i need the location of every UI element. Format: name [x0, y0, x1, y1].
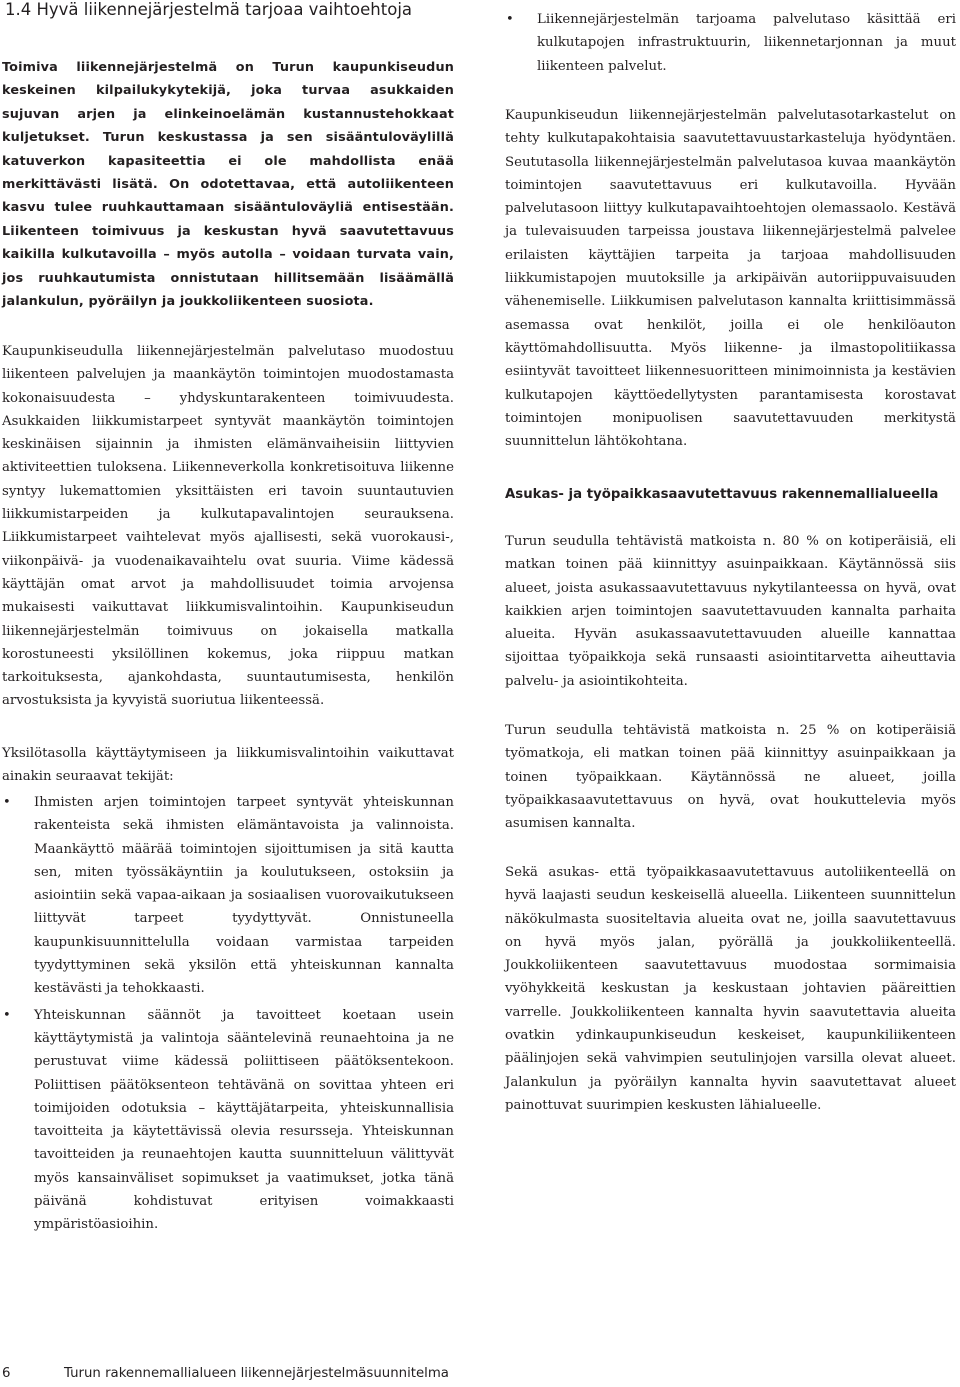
- lead-paragraph: Toimiva liikennejärjestelmä on Turun kaupunkiseudun keskeinen kilpailukykytekijä, joka turvaa asukkaiden sujuvan arjen ja elinkeinoelämän kustannustehokkaat kuljetukset. Turun keskustassa ja sen sisääntuloväylillä katuverkon kapasiteettia ei ole mahdollista enää merkittävästi lisätä. On odotettavaa, että autoliikenteen kasvu tulee ruuhkauttamaan sisääntuloväyliä entisestään. Liikenteen toimivuus ja keskustan hyvä saavutettavuus kaikilla kulkutavoilla – myös autolla – voidaan turvata vain, jos ruuhkautumista onnistutaan hillitsemään lisäämällä jalankulun, pyöräilyn ja joukkoliikenteen suosiota.: [2, 60, 454, 310]
- body-paragraph-accessibility: Kaupunkiseudun liikennejärjestelmän palvelutasotarkastelut on tehty kulkutapakohtaisia saavutettavuustarkasteluja hyödyntäen. Seututasolla liikennejärjestelmän palvelutasoa kuvaa maankäytön toimintojen saavutettavuus eri kulkutavoilla. Hyvään palvelutasoon liittyy kulkutapavaihtoehtojen olemassaolo. Kestävä ja tulevaisuuden tarpeissa joustava liikennejärjestelmä palvelee erilaisten käyttäjien tarpeita ja tarjoaa mahdollisuuden liikkumistapojen muutoksille ja arkipäivän autoriippuvaisuuden vähenemiselle. Liikkumisen palvelutason kannalta kriittisimmässä asemassa ovat henkilöt, joilla ei ole henkilöauton käyttömahdollisuutta. Myös liikenne- ja ilmastopolitiikassa esiintyvät tavoitteet liikennesuoritteen minimoinnista ja kestävien kulkutapojen käyttöedellytysten parantamisesta korostavat toimintojen monipuolisen saavutettavuuden merkitystä suunnittelun lähtökohtana.: [505, 108, 956, 450]
- page-footer: [2, 1365, 449, 1383]
- service-list: [505, 8, 956, 78]
- list-item-text: Liikennejärjestelmän tarjoama palvelutaso käsittää eri kulkutapojen infrastruktuurin, liikennetarjonnan ja muut liikenteen palvelut.: [537, 12, 956, 74]
- document-title: Turun rakennemallialueen liikennejärjestelmäsuunnitelma: [64, 1366, 449, 1381]
- list-item: [2, 791, 454, 1001]
- bullet-icon: •: [506, 12, 514, 27]
- list-item: [2, 1004, 454, 1237]
- list-item-text: Yhteiskunnan säännöt ja tavoitteet koetaan usein käyttäytymistä ja valintoja sääntelevinä reunaehtoina ja ne perustuvat viime kädessä poliittiseen päätöksentekoon. Poliittisen päätöksenteon tehtävänä on sovittaa yhteen eri toimijoiden odotuksia – käyttäjätarpeita, yhteiskunnallisia tavoitteita ja käytettävissä olevia resursseja. Yhteiskunnan tavoitteiden ja reunaehtojen kautta suunnitteluun välittyvät myös kansainväliset sopimukset ja vaatimukset, jotka tänä päivänä kohdistuvat erityisen voimakkaasti ympäristöasioihin.: [34, 1007, 454, 1233]
- subheading: Asukas- ja työpaikkasaavutettavuus rakennemallialueella: [505, 487, 939, 502]
- body-paragraph-factors-intro: Yksilötasolla käyttäytymiseen ja liikkumisvalintoihin vaikuttavat ainakin seuraavat tekijät:: [2, 746, 454, 785]
- list-item-text: Ihmisten arjen toimintojen tarpeet syntyvät yhteiskunnan rakenteista sekä ihmisten elämäntavoista ja valinnoista. Maankäyttö määrää toimintojen sijoittumisen ja sitä kautta sen, miten työssäkäyntiin ja koulutukseen, ostoksiin ja asiointiin sekä vapaa-aikaan ja sosiaalisen vuorovaikutukseen liittyvät tarpeet tyydyttyvät. Onnistuneella kaupunkisuunnittelulla voidaan varmistaa tarpeiden tyydyttyminen sekä yksilön että yhteiskunnan kannalta kestävästi ja tehokkaasti.: [34, 795, 454, 997]
- page-number: 6: [2, 1366, 11, 1381]
- body-paragraph-service-level: Kaupunkiseudulla liikennejärjestelmän palvelutaso muodostuu liikenteen palvelujen ja maankäytön toimintojen muodostamasta kokonaisuudesta – yhdyskuntarakenteen toimivuudesta. Asukkaiden liikkumistarpeet syntyvät maankäytön toimintojen keskinäisen sijainnin ja ihmisten elämänvaiheisiin liittyvien aktiviteettien tuloksena. Liikenneverkolla konkretisoituva liikenne syntyy lukemattomien yksittäisten eri tavoin suuntautuvien liikkumistarpeiden ja kulkutapavalintojen seurauksena. Liikkumistarpeet vaihtelevat myös ajallisesti, sekä vuorokausi-, viikonpäivä- ja vuodenaikavaihtelu ovat suuria. Viime kädessä käyttäjän omat arvot ja mahdollisuudet toimia arvojensa mukaisesti vaikuttavat liikkumisvalintoihin. Kaupunkiseudun liikennejärjestelmän toimivuus on jokaisella matkalla korostuneesti yksilöllinen kokemus, joka riippuu matkan tarkoituksesta, ajankohdasta, suuntautumisesta, henkilön arvostuksista ja kyvyistä suoriutua liikenteessä.: [2, 344, 454, 709]
- bullet-icon: •: [3, 795, 11, 810]
- body-paragraph-work-trips: Turun seudulla tehtävistä matkoista n. 25 % on kotiperäisiä työmatkoja, eli matkan toinen pää kiinnittyy asuinpaikkaan ja toinen työpaikkaan. Käytännössä ne alueet, joilla työpaikkasaavutettavuus on hyvä, ovat houkuttelevia myös asumisen kannalta.: [505, 723, 956, 832]
- body-paragraph-transport-modes: Sekä asukas- että työpaikkasaavutettavuus autoliikenteellä on hyvä laajasti seudun keskeisellä alueella. Liikenteen suunnittelun näkökulmasta suositeltavia alueita ovat ne, joilla saavutettavuus on hyvä myös jalan, pyörällä ja joukkoliikenteellä. Joukkoliikenteen saavutettavuus muodostaa sormimaisia vyöhykkeitä keskustan ja keskustaan johtavien pääreittien varrelle. Joukkoliikenteen kannalta hyvin saavutettavia alueita ovatkin ydinkaupunkiseudun keskeiset, kaupunkiliikenteen päälinjojen sekä vahvimpien seutulinjojen varsilla olevat alueet. Jalankulun ja pyöräilyn kannalta hyvin saavutettavat alueet painottuvat suurimpien keskusten lähialueelle.: [505, 865, 956, 1113]
- body-paragraph-home-trips: Turun seudulla tehtävistä matkoista n. 80 % on kotiperäisiä, eli matkan toinen pää kiinnittyy asuinpaikkaan. Käytännössä siis alueet, joista asukassaavutettavuus nykytilanteessa on hyvä, ovat kaikkien arjen toimintojen saavutettavuuden kannalta parhaita alueita. Hyvän asukassaavutettavuuden alueille kannattaa sijoittaa työpaikkoja sekä runsaasti asiointitarvetta aiheuttavia palvelu- ja asiointikohteita.: [505, 534, 956, 689]
- list-item: [505, 8, 956, 78]
- bullet-icon: •: [3, 1007, 11, 1023]
- section-heading: 1.4 Hyvä liikennejärjestelmä tarjoaa vaihtoehtoja: [5, 0, 413, 19]
- factors-list: [2, 791, 454, 1237]
